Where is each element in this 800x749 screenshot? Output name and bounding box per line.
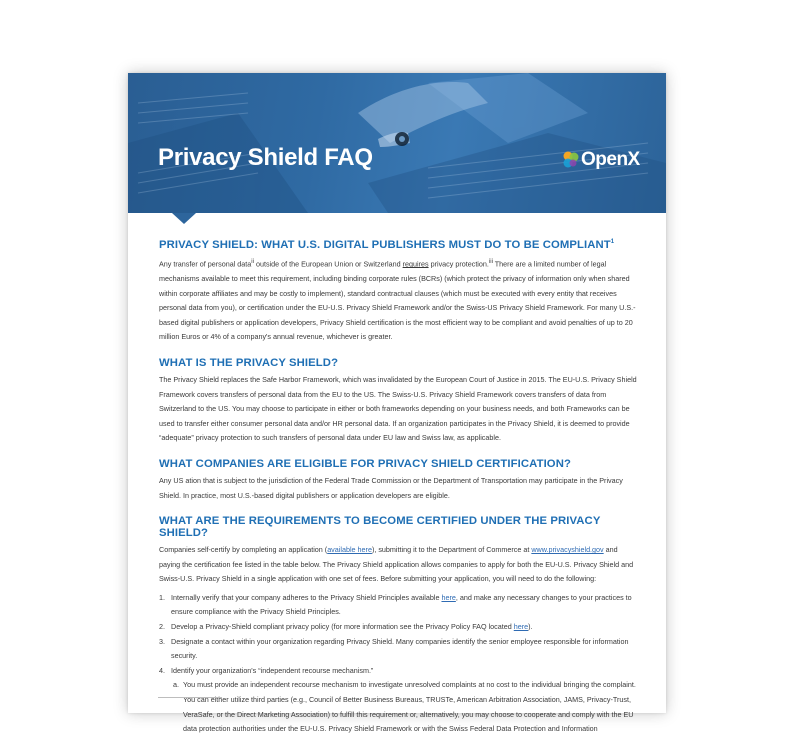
section-what-is <box>159 357 639 446</box>
banner-photo-graphic <box>128 73 666 213</box>
section-heading: WHAT COMPANIES ARE ELIGIBLE FOR PRIVACY SHIELD CERTIFICATION? <box>159 457 571 470</box>
logo-text: OpenX <box>581 149 640 170</box>
section-compliance <box>159 239 639 345</box>
sub-list-item: a. You must provide an independent recourse mechanism to investigate unresolved complaints at no cost to the individual bringing the complaint. You can either utilize third parties (e.g., Council of Better Business Bureaus, TRUSTe, American Arbitration Association, JAMS, Privacy-Trust, VeraSafe, or the Direct Marketing Association) to fulfill this requirement or, alternatively, you may choose to cooperate and comply with the EU data protection authorities under the EU-U.S. Privacy Shield Framework or with the Swiss Federal Data Protection and Information <box>173 680 636 734</box>
principles-link[interactable]: here <box>441 592 456 602</box>
banner-notch <box>172 213 196 224</box>
application-link[interactable]: available here <box>327 545 372 555</box>
section-heading: PRIVACY SHIELD: WHAT U.S. DIGITAL PUBLISHERS MUST DO TO BE COMPLIANT$^1$ <box>159 239 615 251</box>
logo-dot-4 <box>570 160 577 167</box>
privacyshield-link[interactable]: www.privacyshield.gov <box>531 545 604 555</box>
section-eligible <box>159 458 639 503</box>
section-heading: WHAT IS THE PRIVACY SHIELD? <box>159 356 339 369</box>
section-heading: WHAT ARE THE REQUIREMENTS TO BECOME CERTIFIED UNDER THE PRIVACY SHIELD? <box>159 515 601 540</box>
section-requirements <box>159 515 639 737</box>
document-title: Privacy Shield FAQ <box>158 144 373 171</box>
header-banner <box>128 73 666 213</box>
list-item: 3. Designate a contact within your organization regarding Privacy Shield. Many companies identify the senior employee responsible for information security. <box>159 636 629 661</box>
openx-logo <box>562 147 640 173</box>
requirements-list <box>159 591 639 737</box>
section-text: Any transfer of personal data$^{ii}$ outside of the European Union or Switzerland requires privacy protection.$^{iii}$ There are a limited number of legal mechanisms available to meet this requirement, including binding corporate rules (BCRs) (which protect the privacy of information only when shared within corporate affiliates and may be costly to implement), standard contractual clauses (which must be executed with every entity that receives personal data from you), or certification under the EU-U.S. Privacy Shield Framework and/or the Swiss-US Privacy Shield Framework. For many U.S.-based digital publishers or application developers, Privacy Shield certification is the most efficient way to be compliant and avoid penalties of up to 20 million Euros or 4% of a company's annual revenue, whichever is greater. <box>159 259 636 342</box>
openx-logo-mark-icon <box>562 151 580 169</box>
list-item: 1. Internally verify that your company adheres to the Privacy Shield Principles available here, and make any necessary changes to your practices to ensure compliance with the Privacy Shield Principles. <box>159 592 632 617</box>
section-text: Companies self-certify by completing an application (available here), submitting it to the Department of Commerce at www.privacyshield.gov and paying the certification fee listed in the table below. The Privacy Shield application allows companies to apply for both the EU-U.S. Privacy Shield and Swiss-U.S. Privacy Shield in a single application with one set of fees. Before submitting your application, you will need to do the following: <box>159 545 634 584</box>
list-item: 4. Identify your organization's “independent recourse mechanism.” a. You must provide an independent recourse mechanism to investigate unresolved complaints at no cost to the individual bringing the complaint. You can either utilize third parties (e.g., Council of Better Business Bureaus, TRUSTe, American Arbitration Association, JAMS, Privacy-Trust, VeraSafe, or the Direct Marketing Association) to fulfill this requirement or, alternatively, you may choose to cooperate and comply with the EU data protection authorities under the EU-U.S. Privacy Shield Framework or with the Swiss Federal Data Protection and Information <box>159 664 639 737</box>
section-text: The Privacy Shield replaces the Safe Harbor Framework, which was invalidated by the European Court of Justice in 2015. The EU-U.S. Privacy Shield Framework covers transfers of personal data from the EU to the US. The Swiss-U.S. Privacy Shield Framework covers transfers of data from Switzerland to the US. You may choose to participate in either or both frameworks depending on your business needs, and both Frameworks can be used to transfer either consumer personal data and/or HR personal data. If an organization participates in the Privacy Shield, it is deemed to provide “adequate” privacy protection to such transfers of personal data under EU law and Swiss law, as applicable. <box>159 374 637 443</box>
section-text: Any US ation that is subject to the jurisdiction of the Federal Trade Commission or the Department of Transportation may participate in the Privacy Shield. In practice, most U.S.-based digital publishers or application developers are eligible. <box>159 475 623 500</box>
footnote-divider <box>158 697 222 698</box>
privacy-policy-faq-link[interactable]: here <box>513 622 529 632</box>
document-body <box>159 239 639 749</box>
document-page <box>128 73 666 734</box>
list-item: 2. Develop a Privacy-Shield compliant privacy policy (for more information see the Privacy Policy FAQ located here). <box>159 622 533 632</box>
